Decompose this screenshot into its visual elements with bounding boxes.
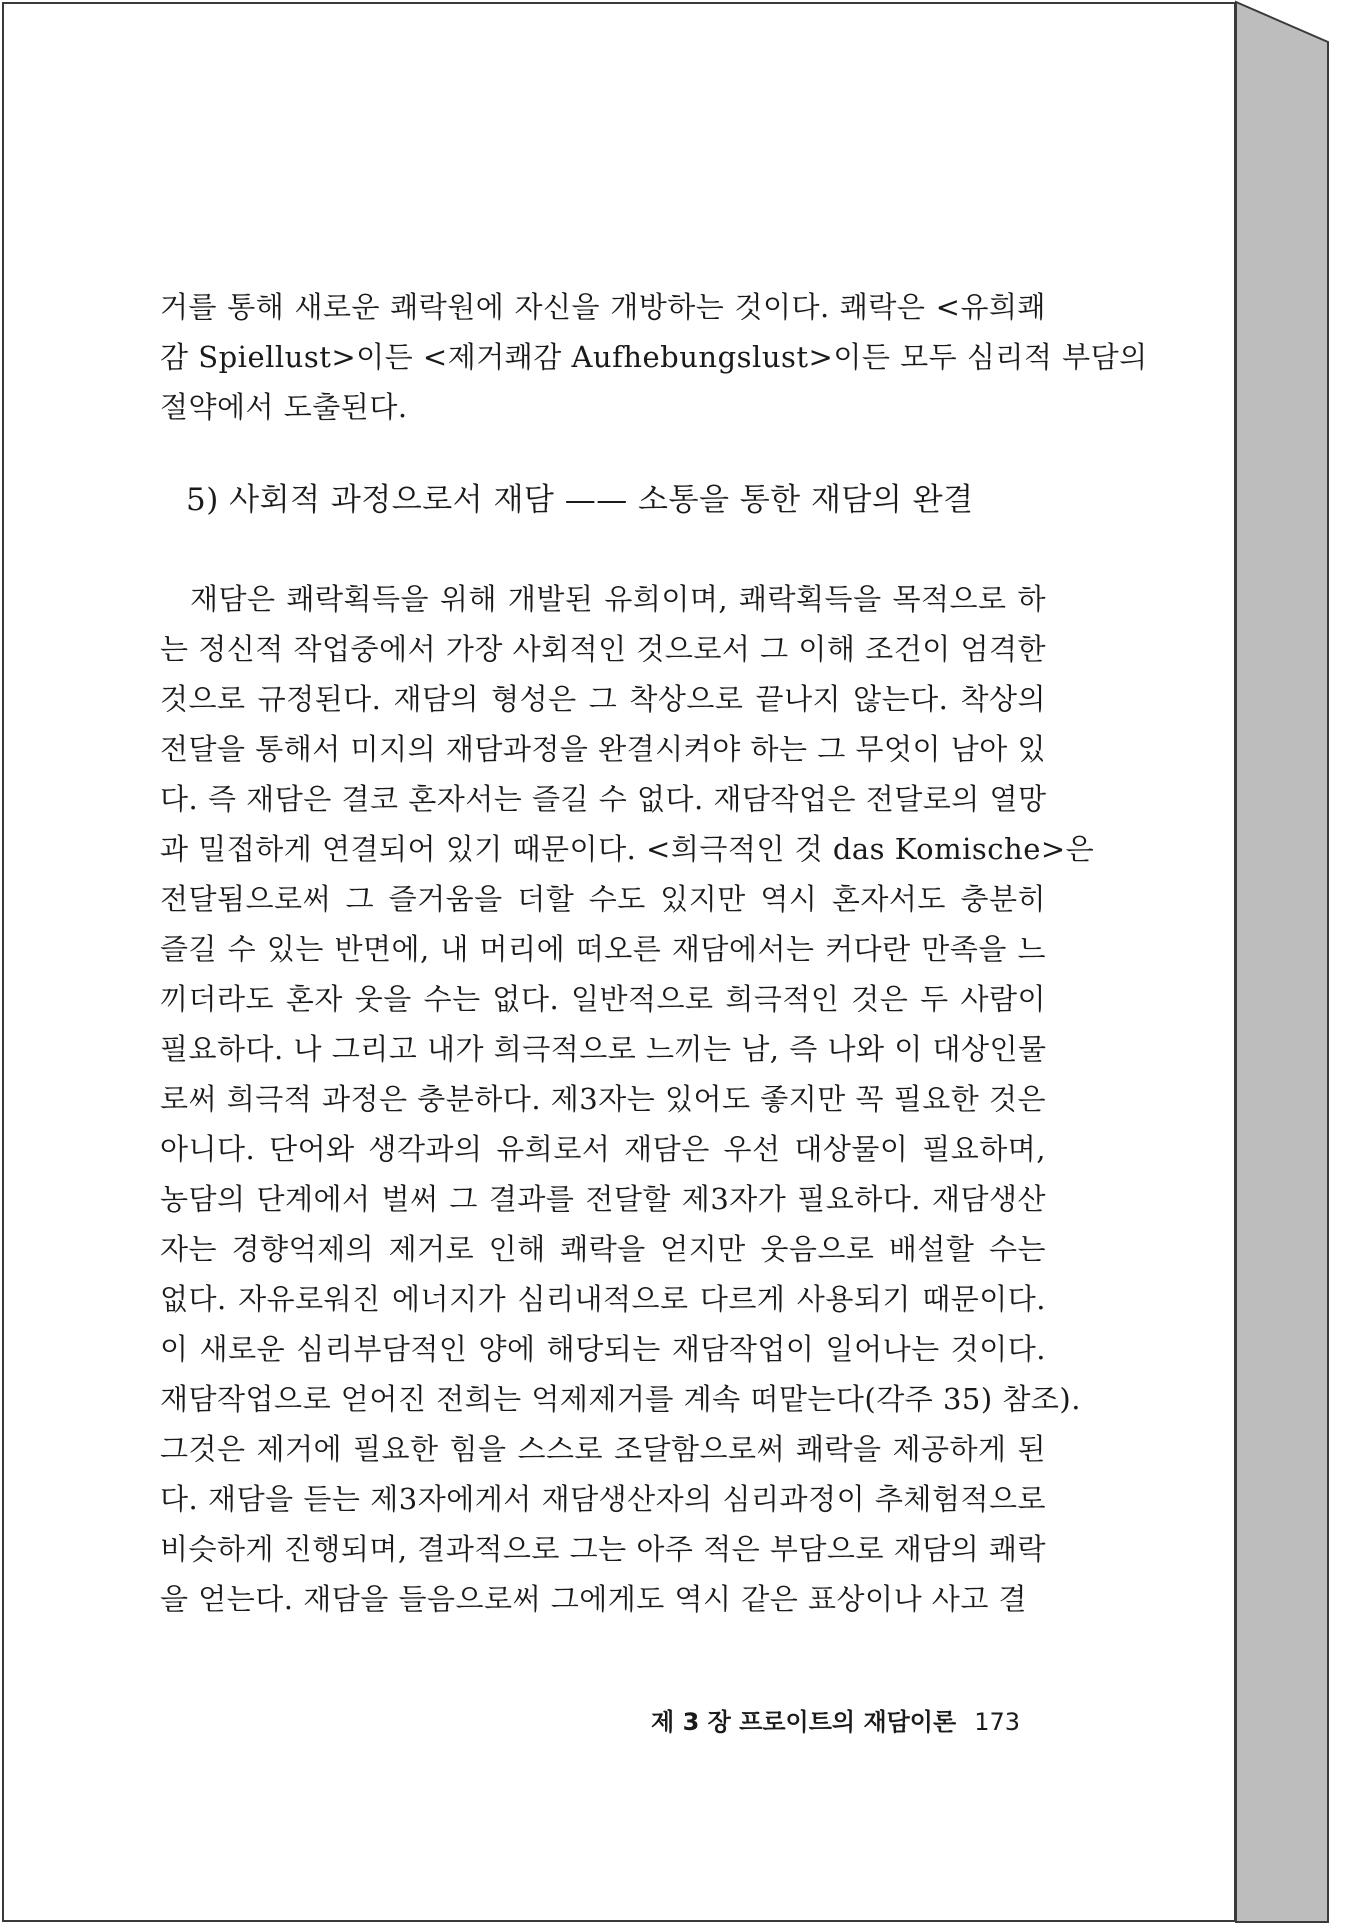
text-line: 것으로 규정된다. 재담의 형성은 그 착상으로 끝나지 않는다. 착상의 (160, 682, 1046, 716)
text-line: 아니다. 단어와 생각과의 유희로서 재담은 우선 대상물이 필요하며, (160, 1132, 1046, 1166)
text-line: 을 얻는다. 재담을 들음으로써 그에게도 역시 같은 표상이나 사고 결 (160, 1582, 1028, 1616)
text-line: 거를 통해 새로운 쾌락원에 자신을 개방하는 것이다. 쾌락은 <유희쾌 (160, 290, 1046, 324)
text-line: 이 새로운 심리부담적인 양에 해당되는 재담작업이 일어나는 것이다. (160, 1332, 1046, 1366)
text-line: 재담작업으로 얻어진 전희는 억제제거를 계속 떠맡는다(각주 35) 참조). (160, 1382, 1081, 1416)
text-line: 없다. 자유로워진 에너지가 심리내적으로 다르게 사용되기 때문이다. (160, 1282, 1046, 1316)
text-line: 즐길 수 있는 반면에, 내 머리에 떠오른 재담에서는 커다란 만족을 느 (160, 932, 1046, 966)
text-line: 전달을 통해서 미지의 재담과정을 완결시켜야 하는 그 무엇이 남아 있 (160, 732, 1046, 766)
running-footer (640, 1700, 1020, 1744)
text-block (160, 282, 1148, 1624)
page-number: 173 (974, 1708, 1020, 1736)
body-paragraph (160, 574, 1095, 1624)
text-line: 감 Spiellust>이든 <제거쾌감 Aufhebungslust>이든 모두 심리적 부담의 (160, 340, 1148, 374)
text-line: 전달됨으로써 그 즐거움을 더할 수도 있지만 역시 혼자서도 충분히 (160, 882, 1046, 916)
intro-paragraph (160, 282, 1148, 432)
text-line: 로써 희극적 과정은 충분하다. 제3자는 있어도 좋지만 꼭 필요한 것은 (160, 1082, 1047, 1116)
section-heading: 5) 사회적 과정으로서 재담 —— 소통을 통한 재담의 완결 (186, 482, 974, 518)
text-line: 재담은 쾌락획득을 위해 개발된 유희이며, 쾌락획득을 목적으로 하 (190, 582, 1046, 616)
text-line: 농담의 단계에서 벌써 그 결과를 전달할 제3자가 필요하다. 재담생산 (160, 1182, 1046, 1216)
text-line: 절약에서 도출된다. (160, 390, 408, 424)
text-line: 다. 재담을 듣는 제3자에게서 재담생산자의 심리과정이 추체험적으로 (160, 1482, 1046, 1516)
text-line: 는 정신적 작업중에서 가장 사회적인 것으로서 그 이해 조건이 엄격한 (160, 632, 1046, 666)
text-line: 다. 즉 재담은 결코 혼자서는 즐길 수 없다. 재담작업은 전달로의 열망 (160, 782, 1047, 816)
text-line: 자는 경향억제의 제거로 인해 쾌락을 얻지만 웃음으로 배설할 수는 (160, 1232, 1046, 1266)
text-line: 과 밀접하게 연결되어 있기 때문이다. <희극적인 것 das Komische>은 (160, 832, 1095, 866)
text-line: 끼더라도 혼자 웃을 수는 없다. 일반적으로 희극적인 것은 두 사람이 (160, 982, 1046, 1016)
text-line: 필요하다. 나 그리고 내가 희극적으로 느끼는 남, 즉 나와 이 대상인물 (160, 1032, 1047, 1066)
text-line: 비슷하게 진행되며, 결과적으로 그는 아주 적은 부담으로 재담의 쾌락 (160, 1532, 1046, 1566)
running-title: 제 3 장 프로이트의 재담이론 (651, 1708, 957, 1736)
text-line: 그것은 제거에 필요한 힘을 스스로 조달함으로써 쾌락을 제공하게 된 (160, 1432, 1046, 1466)
